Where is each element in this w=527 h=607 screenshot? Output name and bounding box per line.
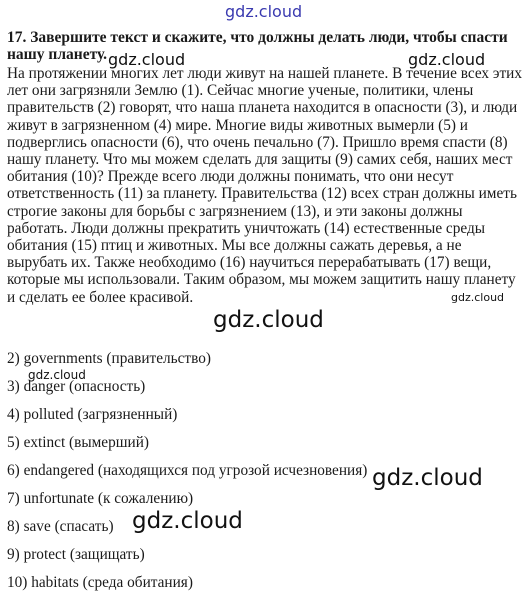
watermark: gdz.cloud: [28, 368, 86, 382]
answer-item: 8) save (спасать): [7, 518, 114, 535]
task-text: На протяжении многих лет люди живут на нашей планете. В течение всех этих лет они загрязняли Землю (1). Сейчас многие ученые, политики, члены правительств (2) говорят, что наша планета находится в опасности (3), и люди живут в загрязненном (4) мире. Многие виды животных вымерли (5) и подверглись опасности (6), что очень печально (7). Пришло время спасти (8) нашу планету. Что мы можем сделать для защиты (9) самих себя, наших мест обитания (10)? Прежде всего люди должны понимать, что они несут ответственность (11) за планету. Правительства (12) всех стран должны иметь строгие законы для борьбы с загрязнением (13), и эти законы должны работать. Люди должны прекратить уничтожать (14) естественные среды обитания (15) птиц и животных. Мы все должны сажать деревья, а не вырубать их. Также необходимо (16) научиться перерабатывать (17) вещи, которые мы использовали. Таким образом, мы можем защитить нашу планету и сделать ее более красивой.: [7, 65, 522, 306]
task-title: 17. Завершите текст и скажите, что должны делать люди, чтобы спасти нашу планету.: [7, 29, 508, 63]
answer-item: 10) habitats (среда обитания): [7, 574, 193, 591]
answer-item: 7) unfortunate (к сожалению): [7, 490, 194, 507]
watermark: gdz.cloud: [213, 307, 324, 333]
watermark: gdz.cloud: [451, 291, 505, 304]
answer-item: 5) extinct (вымерший): [7, 434, 149, 451]
watermark: gdz.cloud: [372, 465, 483, 491]
watermark: gdz.cloud: [132, 508, 243, 534]
answer-item: 9) protect (защищать): [7, 546, 145, 563]
watermark: gdz.cloud: [408, 50, 486, 69]
watermark: gdz.cloud: [108, 50, 186, 69]
answer-item: 6) endangered (находящихся под угрозой исчезновения): [7, 462, 368, 479]
answer-item: 3) danger (опасность): [7, 378, 146, 395]
answer-item: 4) polluted (загрязненный): [7, 406, 178, 423]
watermark-top: gdz.cloud: [225, 2, 303, 21]
answer-item: 2) governments (правительство): [7, 350, 211, 367]
